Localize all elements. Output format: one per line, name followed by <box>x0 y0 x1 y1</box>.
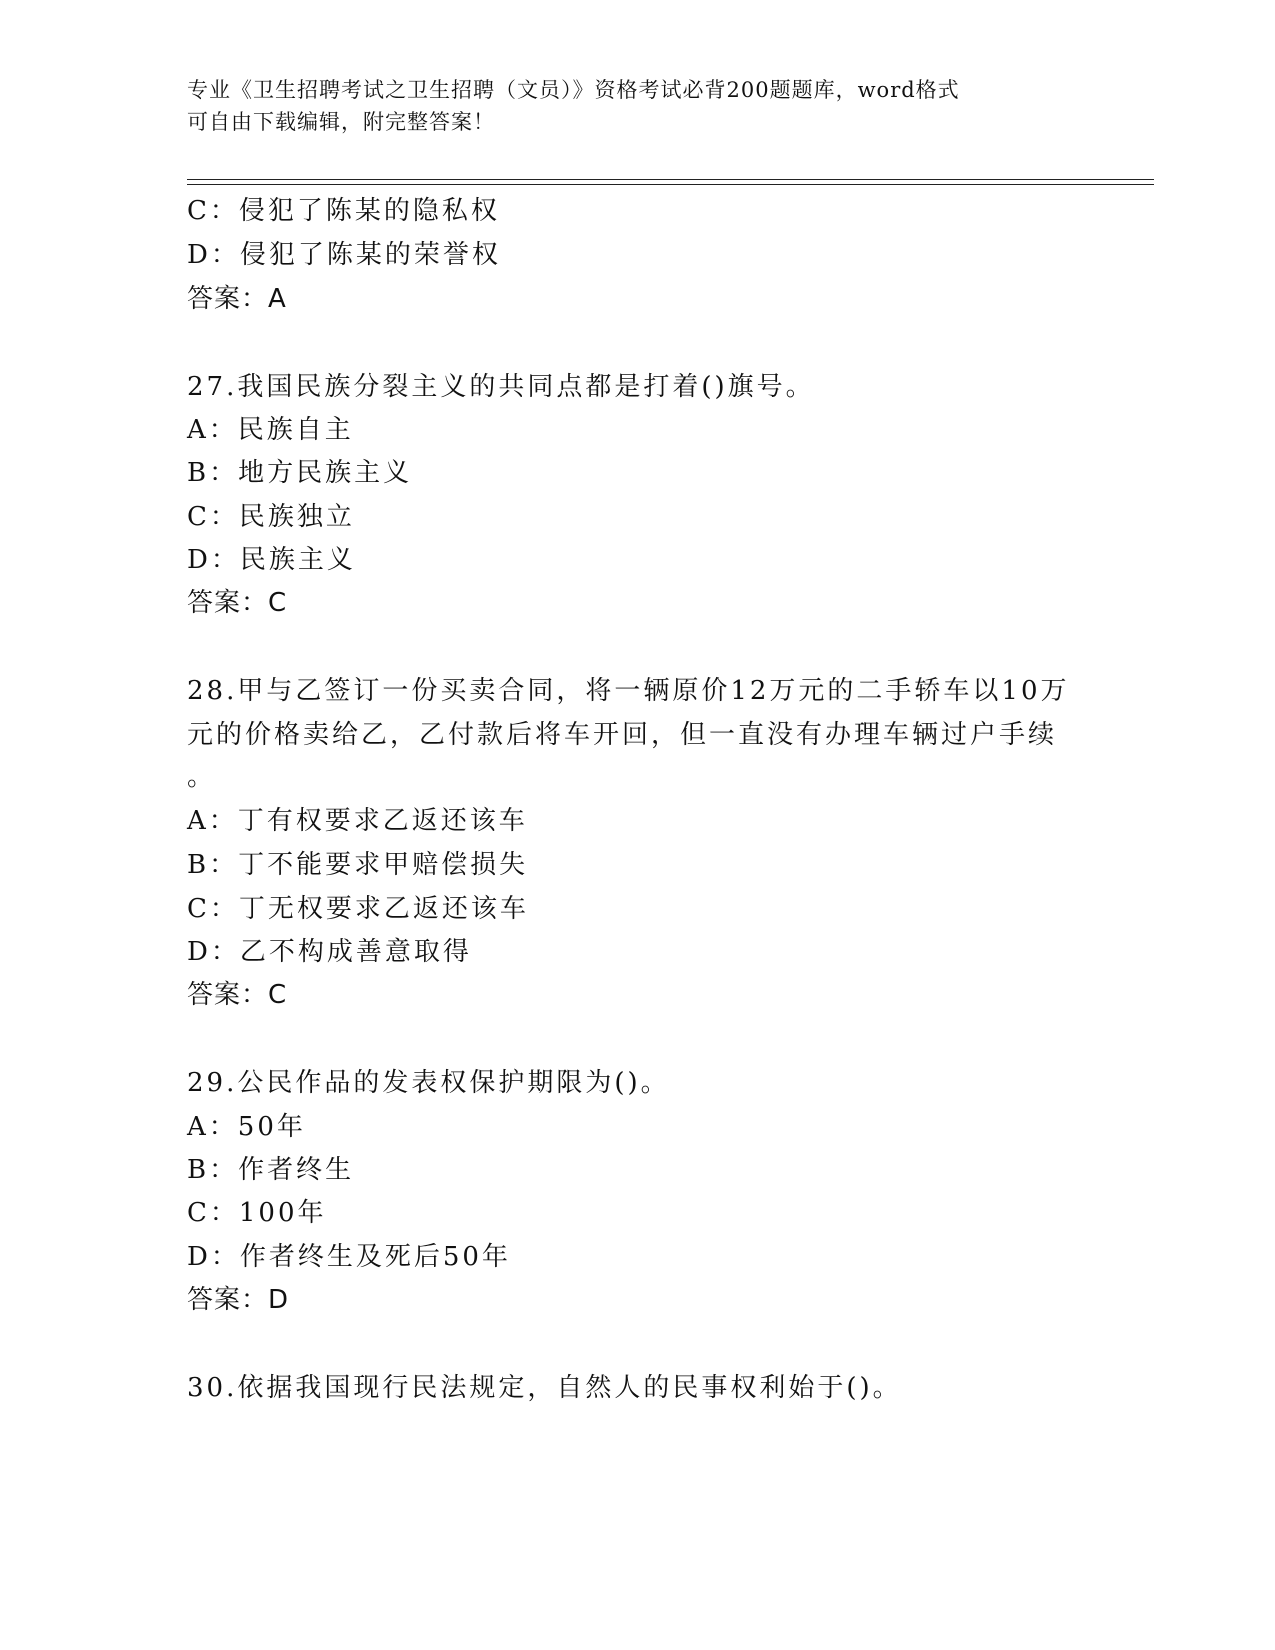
q27-option-d: D：民族主义 <box>187 545 356 575</box>
q28-option-a: A：丁有权要求乙返还该车 <box>187 806 528 836</box>
header-title-line1: 专业《卫生招聘考试之卫生招聘（文员）》资格考试必背200题题库，word格式 <box>187 78 960 102</box>
q27-option-b: B：地方民族主义 <box>187 458 413 488</box>
q27-option-a: A：民族自主 <box>187 415 354 445</box>
q29-option-b: B：作者终生 <box>187 1155 355 1185</box>
q29-answer: 答案：D <box>187 1285 290 1315</box>
q28-option-b: B：丁不能要求甲赔偿损失 <box>187 850 529 880</box>
q29-option-d: D：作者终生及死后50年 <box>187 1242 511 1272</box>
q26-option-d: D：侵犯了陈某的荣誉权 <box>187 240 501 270</box>
document-header <box>187 74 1087 138</box>
header-title-line2: 可自由下载编辑，附完整答案！ <box>187 110 495 134</box>
q27-stem: 27.我国民族分裂主义的共同点都是打着()旗号。 <box>187 372 815 402</box>
q28-answer: 答案：C <box>187 980 288 1010</box>
q28-stem-line2: 元的价格卖给乙，乙付款后将车开回，但一直没有办理车辆过户手续 <box>187 720 1058 750</box>
q28-stem-line3: 。 <box>187 762 217 792</box>
q29-stem: 29.公民作品的发表权保护期限为()。 <box>187 1068 670 1098</box>
header-divider-top <box>187 179 1154 180</box>
q26-option-c: C：侵犯了陈某的隐私权 <box>187 196 500 226</box>
q27-answer: 答案：C <box>187 588 288 618</box>
q27-option-c: C：民族独立 <box>187 502 355 532</box>
q29-option-a: A：50年 <box>187 1112 306 1142</box>
header-divider-bottom <box>187 184 1154 185</box>
q30-stem: 30.依据我国现行民法规定，自然人的民事权利始于()。 <box>187 1373 902 1403</box>
q28-option-c: C：丁无权要求乙返还该车 <box>187 894 529 924</box>
q29-option-c: C：100年 <box>187 1198 327 1228</box>
q28-stem-line1: 28.甲与乙签订一份买卖合同，将一辆原价12万元的二手轿车以10万 <box>187 676 1070 706</box>
q28-option-d: D：乙不构成善意取得 <box>187 937 472 967</box>
q26-answer: 答案：A <box>187 284 287 314</box>
